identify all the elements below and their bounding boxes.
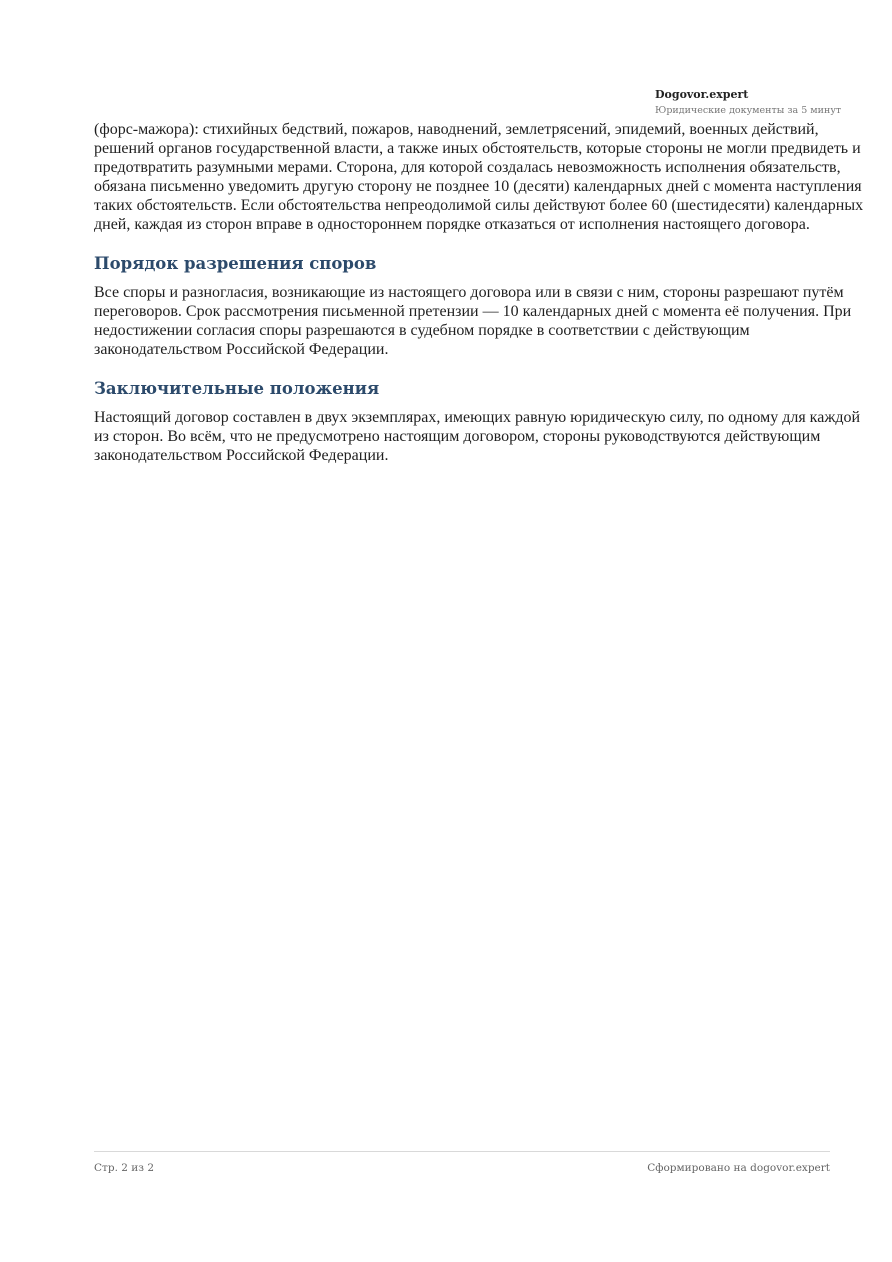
page-number: Стр. 2 из 2 bbox=[94, 1162, 155, 1174]
section-text-final-provisions: Настоящий договор составлен в двух экземплярах, имеющих равную юридическую силу, по одному для каждой из сторон. Во всём, что не предусмотрено настоящим договором, стороны руководствуются действующим законодательством Российской Федерации. bbox=[94, 409, 861, 464]
brand-tagline: Юридические документы за 5 минут bbox=[655, 105, 842, 116]
page-header bbox=[655, 88, 885, 118]
document-body bbox=[94, 120, 869, 465]
generated-by-note: Сформировано на dogovor.expert bbox=[647, 1162, 830, 1174]
brand-name: Dogovor.expert bbox=[655, 88, 749, 101]
section-title-final-provisions: Заключительные положения bbox=[94, 379, 380, 398]
section-title-disputes: Порядок разрешения споров bbox=[94, 254, 377, 273]
force-majeure-paragraph: (форс-мажора): стихийных бедствий, пожаров, наводнений, землетрясений, эпидемий, военных действий, решений органов государственной власти, а также иных обстоятельств, которые стороны не могли предвидеть и предотвратить разумными мерами. Сторона, для которой создалась невозможность исполнения обязательств, обязана письменно уведомить другую сторону не позднее 10 (десяти) календарных дней с момента наступления таких обстоятельств. Если обстоятельства непреодолимой силы действуют более 60 (шестидесяти) календарных дней, каждая из сторон вправе в одностороннем порядке отказаться от исполнения настоящего договора. bbox=[94, 121, 864, 233]
section-text-disputes: Все споры и разногласия, возникающие из настоящего договора или в связи с ним, стороны разрешают путём переговоров. Срок рассмотрения письменной претензии — 10 календарных дней с момента её получения. При недостижении согласия споры разрешаются в судебном порядке в соответствии с действующим законодательством Российской Федерации. bbox=[94, 284, 852, 358]
footer-divider bbox=[94, 1151, 830, 1152]
